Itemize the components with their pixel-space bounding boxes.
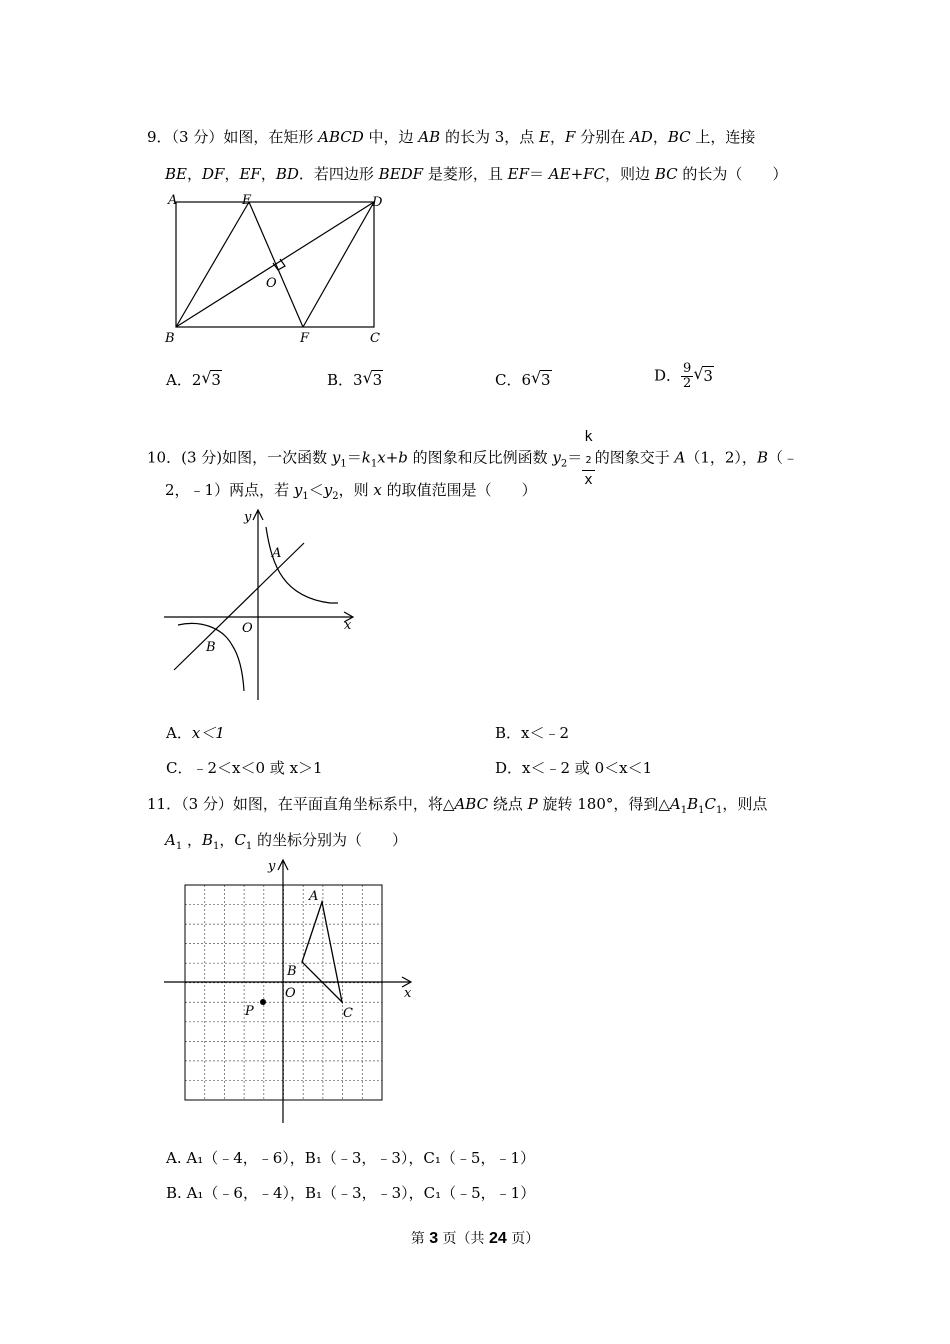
label-f: F xyxy=(300,331,310,346)
label-o: O xyxy=(242,621,253,636)
q10-function-graph xyxy=(160,505,370,705)
q9-rectangle-figure xyxy=(160,190,400,350)
triangle-abc xyxy=(302,902,342,1002)
label-c: C xyxy=(370,331,380,346)
label-p: P xyxy=(245,1004,254,1019)
label-c: C xyxy=(343,1006,353,1021)
total-page-count: 24 xyxy=(489,1230,507,1247)
label-y: y xyxy=(244,510,252,525)
diagonal-bd xyxy=(176,202,374,327)
point-p xyxy=(260,999,266,1005)
hyperbola-branch-1 xyxy=(266,527,338,603)
label-x: x xyxy=(344,618,352,633)
q11-coordinate-grid xyxy=(160,855,420,1130)
label-b: B xyxy=(206,640,216,655)
segment-ef xyxy=(249,202,303,327)
q10-option-a[interactable]: A．x＜1 xyxy=(166,724,225,742)
q9-option-a[interactable]: A．2 √ 3 xyxy=(166,368,221,389)
q9-line1: 9．（3 分）如图，在矩形 ABCD 中，边 AB 的长为 3，点 E，F 分别在 AD，BC 上，连接 xyxy=(147,128,756,146)
q9-line2: BE，DF，EF，BD．若四边形 BEDF 是菱形，且 EF＝ AE+FC，则边 BC 的长为（ ） xyxy=(165,165,788,183)
label-y: y xyxy=(268,859,276,874)
label-o: O xyxy=(266,276,277,291)
label-a: A xyxy=(168,193,178,208)
q9-option-b[interactable]: B．3 √ 3 xyxy=(327,368,383,389)
label-a: A xyxy=(309,889,319,904)
label-x: x xyxy=(404,986,412,1001)
label-o: O xyxy=(285,986,296,1001)
q10-option-d[interactable]: D．x＜﹣2 或 0＜x＜1 xyxy=(495,759,653,777)
q11-line2: $A_1$ ，$B_1$，$C_1$ 的坐标分别为（ ） xyxy=(165,831,408,852)
label-b: B xyxy=(165,331,175,346)
q10-option-b[interactable]: B．x＜﹣2 xyxy=(495,724,570,742)
linear-function-line xyxy=(174,543,304,670)
q10-line1: 10．(3 分)如图，一次函数 $y_1=k_1x+b$ 的图象和反比例函数 $y_2=$ k $_2$ x 的图象交于 A（1，2），B（﹣ xyxy=(147,429,798,488)
label-a: A xyxy=(272,546,282,561)
label-e: E xyxy=(242,193,252,208)
q11-line1: 11．（3 分）如图，在平面直角坐标系中，将△ABC 绕点 P 旋转 180°，得到$\triangle A_1B_1C_1$，则点 xyxy=(147,795,768,816)
segment-fd xyxy=(303,202,374,327)
current-page-number: 3 xyxy=(429,1230,439,1247)
segment-be xyxy=(176,202,249,327)
q10-option-c[interactable]: C．﹣2＜x＜0 或 x＞1 xyxy=(166,759,323,777)
page-footer: 第 3 页（共 24 页） xyxy=(410,1230,540,1247)
q11-option-b[interactable]: B. A₁（﹣6，﹣4），B₁（﹣3，﹣3），C₁（﹣5，﹣1） xyxy=(166,1184,536,1202)
q9-option-c[interactable]: C．6 √ 3 xyxy=(495,368,551,389)
q9-option-d[interactable]: D． $\frac{9}{2}$ √ 3 xyxy=(654,361,713,391)
q10-line2: 2，﹣1）两点，若 $y_1<y_2$，则 x 的取值范围是（ ） xyxy=(165,481,537,502)
label-d: D xyxy=(372,195,383,210)
label-b: B xyxy=(287,964,297,979)
q11-option-a[interactable]: A. A₁（﹣4，﹣6），B₁（﹣3，﹣3），C₁（﹣5，﹣1） xyxy=(166,1149,536,1167)
